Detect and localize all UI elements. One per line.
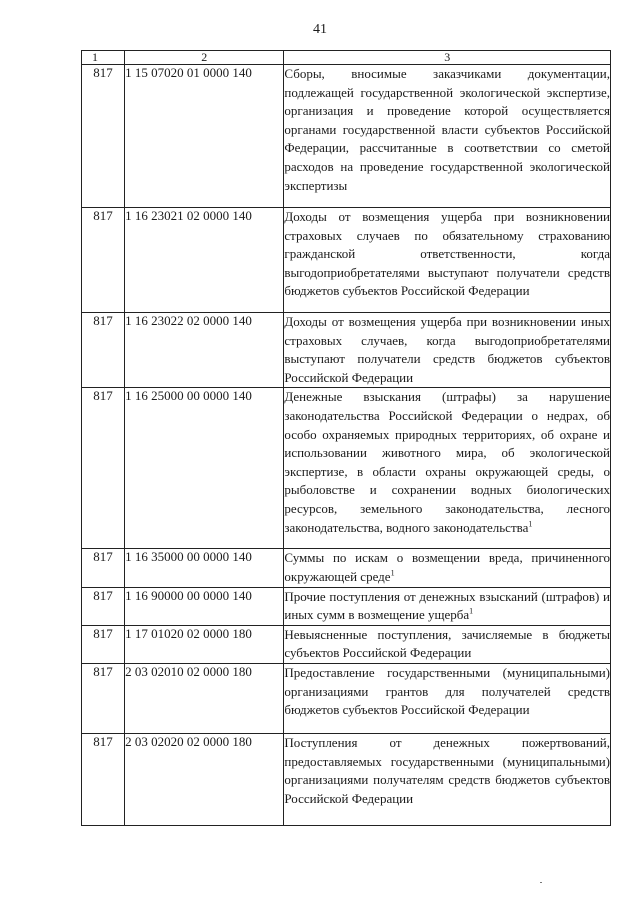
revenue-code-cell: 1 15 07020 01 0000 140 <box>125 65 284 208</box>
description-text <box>284 588 610 625</box>
header-col-1: 1 <box>82 51 125 65</box>
revenue-description-cell <box>284 313 611 388</box>
description-body: Денежные взыскания (штрафы) за нарушение законодательства Российской Федерации о недрах, об особо охраняемых природных территориях, об охране и использовании животного мира, об экологической экспертизе, в области охраны окружающей среды, о рыболовстве и сохранении водных биологических ресурсов, земельного законодательства, лесного законодательства, водного законодательства <box>284 389 610 535</box>
description-text: Сборы, вносимые заказчиками документации, подлежащей государственной экологической экспертизе, организация и проведение которой осуществляется органами государственной власти субъектов Российской Федерации, рассчитанные в соответствии со сметой расходов на проведение государственной экологической экспертизы <box>284 66 610 193</box>
revenue-code-cell: 1 16 23021 02 0000 140 <box>125 208 284 313</box>
revenue-code-cell: 1 17 01020 02 0000 180 <box>125 625 284 663</box>
revenue-description-cell <box>284 208 611 313</box>
revenue-code-cell: 2 03 02020 02 0000 180 <box>125 733 284 825</box>
admin-code-cell: 817 <box>82 663 125 733</box>
revenue-code-cell: 1 16 90000 00 0000 140 <box>125 587 284 625</box>
revenue-code-cell: 2 03 02010 02 0000 180 <box>125 663 284 733</box>
revenue-description-cell <box>284 65 611 208</box>
footnote-marker: 1 <box>469 606 474 616</box>
revenue-description-cell <box>284 587 611 625</box>
header-col-3: 3 <box>284 51 611 65</box>
admin-code-cell: 817 <box>82 733 125 825</box>
revenue-description-cell <box>284 388 611 549</box>
table-row <box>82 587 611 625</box>
page-number: 41 <box>313 22 327 37</box>
admin-code-cell: 817 <box>82 313 125 388</box>
description-text: Доходы от возмещения ущерба при возникновении страховых случаев по обязательному страхованию гражданской ответственности, когда выгодоприобретателями выступают получатели средств бюджетов субъектов Российской Федерации <box>284 209 610 299</box>
revenue-description-cell <box>284 625 611 663</box>
description-text: Доходы от возмещения ущерба при возникновении иных страховых случаев, когда выгодоприобретателями выступают получатели средств бюджетов субъектов Российской Федерации <box>284 314 610 385</box>
revenue-description-cell <box>284 733 611 825</box>
description-body: Прочие поступления от денежных взысканий (штрафов) и иных сумм в возмещение ущерба <box>284 588 610 623</box>
admin-code-cell: 817 <box>82 65 125 208</box>
description-text <box>284 549 610 586</box>
footnote-marker: 1 <box>390 568 395 578</box>
footnote-marker: 1 <box>528 519 533 529</box>
admin-code-cell: 817 <box>82 388 125 549</box>
table-row <box>82 65 611 208</box>
table-row <box>82 388 611 549</box>
table-row <box>82 549 611 587</box>
description-text <box>284 388 610 537</box>
revenue-code-cell: 1 16 35000 00 0000 140 <box>125 549 284 587</box>
description-text: Предоставление государственными (муниципальными) организациями грантов для получателей средств бюджетов субъектов Российской Федерации <box>284 664 610 718</box>
revenue-code-cell: 1 16 23022 02 0000 140 <box>125 313 284 388</box>
header-col-2: 2 <box>125 51 284 65</box>
admin-code-cell: 817 <box>82 208 125 313</box>
description-text: Невыясненные поступления, зачисляемые в бюджеты субъектов Российской Федерации <box>284 626 610 661</box>
table-row <box>82 625 611 663</box>
table-header-row <box>82 51 611 65</box>
admin-code-cell: 817 <box>82 587 125 625</box>
table-row <box>82 733 611 825</box>
revenue-codes-table <box>81 50 611 826</box>
admin-code-cell: 817 <box>82 625 125 663</box>
table-row <box>82 208 611 313</box>
revenue-description-cell <box>284 663 611 733</box>
description-text: Поступления от денежных пожертвований, предоставляемых государственными (муниципальными) организациями получателям средств бюджетов субъектов Российской Федерации <box>284 734 610 806</box>
revenue-description-cell <box>284 549 611 587</box>
admin-code-cell: 817 <box>82 549 125 587</box>
scan-speck <box>540 882 542 883</box>
description-body: Суммы по искам о возмещении вреда, причиненного окружающей среде <box>284 550 610 584</box>
table-row <box>82 663 611 733</box>
table-row <box>82 313 611 388</box>
revenue-code-cell: 1 16 25000 00 0000 140 <box>125 388 284 549</box>
